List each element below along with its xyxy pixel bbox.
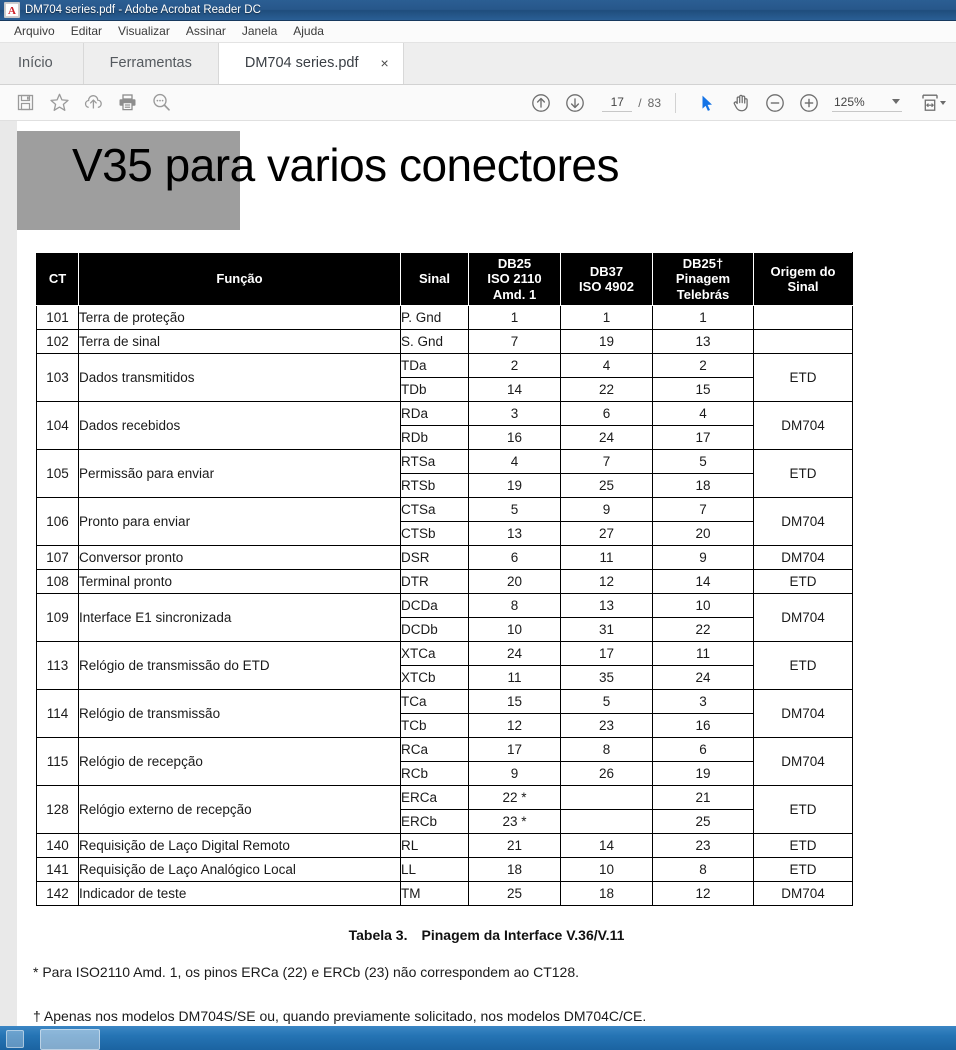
cell-db25-telebras: 19	[653, 761, 754, 785]
cell-funcao: Terra de sinal	[79, 329, 401, 353]
zoom-level-value: 125%	[834, 94, 865, 109]
star-icon	[49, 92, 70, 113]
table-body	[37, 305, 853, 905]
zoom-level-select[interactable]	[832, 94, 902, 112]
cell-origem: DM704	[754, 881, 853, 905]
cell-origem: ETD	[754, 641, 853, 689]
chevron-down-icon	[892, 99, 900, 104]
menu-item-arquivo[interactable]: Arquivo	[14, 24, 55, 38]
cell-db25-telebras: 20	[653, 521, 754, 545]
cell-db25: 23 *	[469, 809, 561, 833]
cell-funcao: Dados transmitidos	[79, 353, 401, 401]
cell-db25: 2	[469, 353, 561, 377]
cell-db25-telebras: 5	[653, 449, 754, 473]
cell-funcao: Requisição de Laço Digital Remoto	[79, 833, 401, 857]
table-row	[37, 857, 853, 881]
cell-origem: ETD	[754, 569, 853, 593]
table-row	[37, 401, 853, 425]
cell-db37: 10	[561, 857, 653, 881]
cell-db25-telebras: 7	[653, 497, 754, 521]
cell-db25-telebras: 1	[653, 305, 754, 329]
cell-ct: 115	[37, 737, 79, 785]
zoom-out-icon	[764, 92, 786, 114]
cell-ct: 142	[37, 881, 79, 905]
cursor-select-icon	[697, 93, 717, 113]
cell-sinal: TDa	[401, 353, 469, 377]
select-tool-button[interactable]	[690, 88, 724, 118]
hand-tool-button[interactable]	[724, 88, 758, 118]
cell-db25-telebras: 21	[653, 785, 754, 809]
col-header-db25t-sub1: Pinagem	[675, 271, 731, 287]
cell-sinal: TCb	[401, 713, 469, 737]
cell-funcao: Interface E1 sincronizada	[79, 593, 401, 641]
cell-db25: 22 *	[469, 785, 561, 809]
cell-origem: ETD	[754, 353, 853, 401]
cell-db37: 7	[561, 449, 653, 473]
fit-page-width-icon	[919, 92, 941, 114]
col-header-db37	[561, 253, 653, 306]
cell-db37: 5	[561, 689, 653, 713]
cell-db25: 11	[469, 665, 561, 689]
cell-origem: DM704	[754, 497, 853, 545]
cell-db37	[561, 809, 653, 833]
table-row	[37, 641, 853, 665]
cell-sinal: P. Gnd	[401, 305, 469, 329]
cell-origem: DM704	[754, 545, 853, 569]
cell-db25-telebras: 17	[653, 425, 754, 449]
cell-db25-telebras: 6	[653, 737, 754, 761]
cell-ct: 106	[37, 497, 79, 545]
table-row	[37, 689, 853, 713]
cell-sinal: XTCa	[401, 641, 469, 665]
cell-db25: 8	[469, 593, 561, 617]
table-caption-label: Tabela 3.	[348, 927, 408, 943]
cell-db37: 11	[561, 545, 653, 569]
cell-ct: 107	[37, 545, 79, 569]
cell-ct: 101	[37, 305, 79, 329]
cell-origem: ETD	[754, 833, 853, 857]
cell-db25: 25	[469, 881, 561, 905]
cell-db25-telebras: 22	[653, 617, 754, 641]
cell-db25-telebras: 12	[653, 881, 754, 905]
col-header-origem-line2: Sinal	[787, 278, 819, 294]
col-header-db37-title: DB37	[589, 263, 624, 279]
table-row	[37, 593, 853, 617]
toolbar-divider	[675, 93, 676, 113]
cell-db37: 18	[561, 881, 653, 905]
col-header-db25-title: DB25	[497, 256, 532, 271]
cell-db25: 24	[469, 641, 561, 665]
pdf-page	[17, 121, 956, 1026]
cell-origem: ETD	[754, 785, 853, 833]
cell-sinal: RDa	[401, 401, 469, 425]
pinout-table	[36, 252, 853, 906]
tab-document[interactable]	[219, 42, 404, 84]
cell-db25: 4	[469, 449, 561, 473]
page-separator: /	[638, 95, 642, 110]
hand-pan-icon	[731, 92, 752, 113]
cell-db25: 19	[469, 473, 561, 497]
cell-db25-telebras: 25	[653, 809, 754, 833]
print-button[interactable]	[110, 88, 144, 118]
footnote-asterisk: * Para ISO2110 Amd. 1, os pinos ERCa (22) e ERCb (23) não correspondem ao CT128.	[33, 964, 580, 980]
cell-sinal: TCa	[401, 689, 469, 713]
cell-db25: 12	[469, 713, 561, 737]
menu-item-ajuda[interactable]: Ajuda	[293, 24, 324, 38]
next-page-icon	[564, 92, 586, 114]
cell-sinal: XTCb	[401, 665, 469, 689]
menu-item-janela[interactable]: Janela	[241, 24, 278, 38]
footnote-dagger: † Apenas nos modelos DM704S/SE ou, quando previamente solicitado, nos modelos DM704C/CE.	[33, 1008, 647, 1024]
save-button[interactable]	[8, 88, 42, 118]
window-titlebar	[0, 0, 956, 21]
cell-funcao: Relógio externo de recepção	[79, 785, 401, 833]
cell-sinal: CTSb	[401, 521, 469, 545]
cell-sinal: RDb	[401, 425, 469, 449]
cell-sinal: S. Gnd	[401, 329, 469, 353]
menu-item-editar[interactable]: Editar	[70, 24, 103, 38]
table-row	[37, 737, 853, 761]
cell-funcao: Permissão para enviar	[79, 449, 401, 497]
fit-options-chevron-down-icon[interactable]	[940, 101, 946, 105]
previous-page-button[interactable]	[524, 88, 558, 118]
cell-db37: 1	[561, 305, 653, 329]
cell-origem: DM704	[754, 689, 853, 737]
zoom-in-button[interactable]	[792, 88, 826, 118]
cell-funcao: Requisição de Laço Analógico Local	[79, 857, 401, 881]
cell-sinal: RCb	[401, 761, 469, 785]
cell-db25: 7	[469, 329, 561, 353]
cell-db37: 12	[561, 569, 653, 593]
cell-db25-telebras: 18	[653, 473, 754, 497]
tab-ferramentas[interactable]: Ferramentas	[84, 42, 219, 84]
search-text-icon	[151, 92, 172, 113]
cell-db25-telebras: 9	[653, 545, 754, 569]
cell-origem: DM704	[754, 737, 853, 785]
cell-db37: 22	[561, 377, 653, 401]
cell-ct: 105	[37, 449, 79, 497]
cell-db25: 15	[469, 689, 561, 713]
cell-ct: 108	[37, 569, 79, 593]
cell-funcao: Relógio de recepção	[79, 737, 401, 785]
save-icon	[16, 93, 35, 112]
cell-sinal: LL	[401, 857, 469, 881]
cell-sinal: DCDb	[401, 617, 469, 641]
table-row	[37, 329, 853, 353]
document-viewport[interactable]	[0, 121, 956, 1026]
col-header-origem	[754, 253, 853, 306]
cell-db25: 9	[469, 761, 561, 785]
zoom-out-button[interactable]	[758, 88, 792, 118]
bookmark-button[interactable]	[42, 88, 76, 118]
tab-inicio[interactable]: Início	[0, 42, 84, 84]
cell-funcao: Dados recebidos	[79, 401, 401, 449]
col-header-db25-sub2: Amd. 1	[492, 286, 537, 302]
col-header-db25-telebras	[653, 253, 754, 306]
col-header-ct: CT	[37, 253, 79, 306]
cell-sinal: DSR	[401, 545, 469, 569]
cell-db37: 9	[561, 497, 653, 521]
cell-sinal: RTSa	[401, 449, 469, 473]
cell-db37: 4	[561, 353, 653, 377]
table-row	[37, 785, 853, 809]
cell-funcao: Pronto para enviar	[79, 497, 401, 545]
page-title: V35 para varios conectores	[72, 139, 619, 191]
cell-sinal: CTSa	[401, 497, 469, 521]
menu-item-assinar[interactable]: Assinar	[185, 24, 226, 38]
table-row	[37, 305, 853, 329]
cell-db37: 14	[561, 833, 653, 857]
col-header-db25t-title: DB25†	[682, 256, 724, 271]
table-row	[37, 881, 853, 905]
page-left-margin	[0, 121, 17, 1026]
col-header-sinal: Sinal	[401, 253, 469, 306]
cell-sinal: TM	[401, 881, 469, 905]
close-icon[interactable]: ×	[380, 55, 389, 71]
document-toolbar	[0, 85, 956, 121]
table-row	[37, 545, 853, 569]
cell-funcao: Relógio de transmissão do ETD	[79, 641, 401, 689]
cell-db37: 35	[561, 665, 653, 689]
cell-sinal: DCDa	[401, 593, 469, 617]
cell-ct: 140	[37, 833, 79, 857]
table-row	[37, 449, 853, 473]
cell-db25: 5	[469, 497, 561, 521]
cell-origem: DM704	[754, 401, 853, 449]
cell-db37: 27	[561, 521, 653, 545]
cell-db25-telebras: 14	[653, 569, 754, 593]
taskbar-item[interactable]	[40, 1029, 100, 1050]
cell-funcao: Conversor pronto	[79, 545, 401, 569]
cell-db25: 14	[469, 377, 561, 401]
next-page-button[interactable]	[558, 88, 592, 118]
cell-ct: 102	[37, 329, 79, 353]
col-header-db37-sub: ISO 4902	[579, 278, 634, 294]
cell-db25-telebras: 8	[653, 857, 754, 881]
cell-db25-telebras: 3	[653, 689, 754, 713]
cell-db25: 17	[469, 737, 561, 761]
cell-origem: ETD	[754, 449, 853, 497]
col-header-db25t-sub2: Telebrás	[676, 286, 730, 302]
table-row	[37, 497, 853, 521]
taskbar-start-icon[interactable]	[6, 1030, 24, 1048]
cell-funcao: Indicador de teste	[79, 881, 401, 905]
cell-db25-telebras: 16	[653, 713, 754, 737]
cell-ct: 113	[37, 641, 79, 689]
table-header-row	[37, 253, 853, 306]
zoom-in-icon	[798, 92, 820, 114]
cell-db37: 19	[561, 329, 653, 353]
window-title: DM704 series.pdf - Adobe Acrobat Reader DC	[25, 4, 261, 16]
col-header-origem-line1: Origem do	[770, 263, 836, 279]
cell-db25: 6	[469, 545, 561, 569]
col-header-funcao: Função	[79, 253, 401, 306]
cell-db25-telebras: 11	[653, 641, 754, 665]
cell-origem: DM704	[754, 593, 853, 641]
menu-item-visualizar[interactable]: Visualizar	[118, 24, 170, 38]
cell-db37: 31	[561, 617, 653, 641]
tab-strip	[0, 43, 956, 85]
table-row	[37, 353, 853, 377]
cell-db25-telebras: 2	[653, 353, 754, 377]
cell-funcao: Terra de proteção	[79, 305, 401, 329]
cell-db25-telebras: 4	[653, 401, 754, 425]
cell-origem	[754, 329, 853, 353]
cell-db25: 21	[469, 833, 561, 857]
cell-sinal: TDb	[401, 377, 469, 401]
acrobat-icon	[4, 2, 20, 18]
cell-sinal: ERCa	[401, 785, 469, 809]
windows-taskbar	[0, 1026, 956, 1050]
cell-db25: 1	[469, 305, 561, 329]
cell-db37: 24	[561, 425, 653, 449]
table-row	[37, 833, 853, 857]
cell-db37: 6	[561, 401, 653, 425]
cell-db37: 17	[561, 641, 653, 665]
cell-funcao: Relógio de transmissão	[79, 689, 401, 737]
cell-db25: 18	[469, 857, 561, 881]
cell-db25-telebras: 24	[653, 665, 754, 689]
cell-ct: 114	[37, 689, 79, 737]
cell-sinal: RL	[401, 833, 469, 857]
cell-db25: 3	[469, 401, 561, 425]
cell-db25: 20	[469, 569, 561, 593]
previous-page-icon	[530, 92, 552, 114]
cloud-upload-icon	[83, 93, 104, 112]
cell-ct: 109	[37, 593, 79, 641]
cell-origem	[754, 305, 853, 329]
cell-db37: 26	[561, 761, 653, 785]
page-number-input[interactable]	[602, 94, 632, 112]
print-icon	[117, 93, 138, 112]
cell-db25-telebras: 10	[653, 593, 754, 617]
cell-db37: 13	[561, 593, 653, 617]
cell-db37	[561, 785, 653, 809]
find-text-button[interactable]	[144, 88, 178, 118]
svg-text:A: A	[8, 5, 16, 17]
cell-db37: 25	[561, 473, 653, 497]
cell-db25-telebras: 15	[653, 377, 754, 401]
page-total: 83	[647, 95, 661, 110]
cell-sinal: DTR	[401, 569, 469, 593]
cell-db25: 16	[469, 425, 561, 449]
cell-origem: ETD	[754, 857, 853, 881]
table-row	[37, 569, 853, 593]
cell-sinal: RCa	[401, 737, 469, 761]
table-caption	[17, 927, 956, 943]
cell-db37: 23	[561, 713, 653, 737]
cell-ct: 103	[37, 353, 79, 401]
tab-document-label: DM704 series.pdf	[244, 55, 359, 71]
cell-funcao: Terminal pronto	[79, 569, 401, 593]
cell-db25-telebras: 23	[653, 833, 754, 857]
page-number-field[interactable]	[602, 94, 661, 112]
cell-db37: 8	[561, 737, 653, 761]
cell-db25: 13	[469, 521, 561, 545]
table-caption-text: Pinagem da Interface V.36/V.11	[421, 927, 625, 943]
cell-db25-telebras: 13	[653, 329, 754, 353]
pinout-table-wrapper	[36, 252, 853, 906]
menu-bar	[0, 21, 956, 43]
col-header-db25-sub1: ISO 2110	[487, 271, 542, 287]
cell-sinal: RTSb	[401, 473, 469, 497]
upload-to-cloud-button[interactable]	[76, 88, 110, 118]
cell-ct: 141	[37, 857, 79, 881]
col-header-db25	[469, 253, 561, 306]
cell-ct: 128	[37, 785, 79, 833]
table-header	[37, 253, 853, 306]
cell-db25: 10	[469, 617, 561, 641]
cell-sinal: ERCb	[401, 809, 469, 833]
cell-ct: 104	[37, 401, 79, 449]
